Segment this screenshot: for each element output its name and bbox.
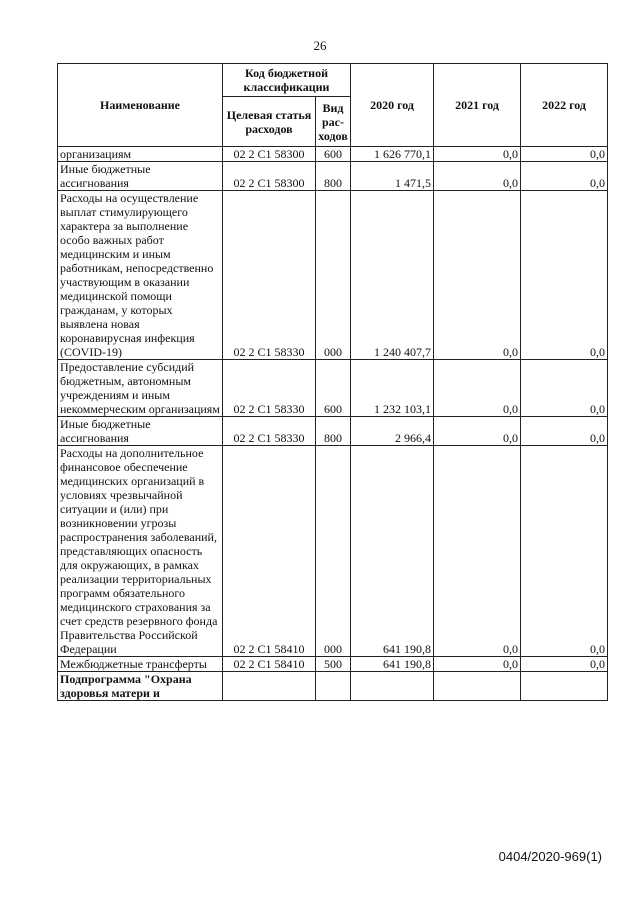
row-2022: 0,0	[521, 162, 608, 191]
row-code	[223, 672, 316, 701]
row-2021: 0,0	[434, 191, 521, 360]
table-row	[58, 191, 608, 360]
table-row	[58, 672, 608, 701]
row-name: Иные бюджетные ассигнования	[58, 162, 223, 191]
row-2020: 641 190,8	[351, 657, 434, 672]
row-code: 02 2 С1 58330	[223, 191, 316, 360]
row-vid: 000	[316, 191, 351, 360]
row-2021: 0,0	[434, 147, 521, 162]
row-2022: 0,0	[521, 446, 608, 657]
row-vid: 800	[316, 417, 351, 446]
row-vid: 800	[316, 162, 351, 191]
row-vid	[316, 672, 351, 701]
header-2021: 2021 год	[434, 64, 521, 147]
row-2020: 2 966,4	[351, 417, 434, 446]
row-2021: 0,0	[434, 417, 521, 446]
row-2022: 0,0	[521, 360, 608, 417]
row-name: Иные бюджетные ассигнования	[58, 417, 223, 446]
row-2021: 0,0	[434, 360, 521, 417]
row-2021: 0,0	[434, 657, 521, 672]
table-row	[58, 147, 608, 162]
row-name: Расходы на дополнительное финансовое обеспечение медицинских организаций в условиях чрезвычайной ситуации и (или) при возникновении угрозы распространения заболеваний, представляющих опасность для окружающих, в рамках реализации территориальных программ обязательного медицинского страхования за счет средств резервного фонда Правительства Российской Федерации	[58, 446, 223, 657]
row-code: 02 2 С1 58330	[223, 360, 316, 417]
table-header	[58, 64, 608, 147]
row-name: Расходы на осуществление выплат стимулирующего характера за выполнение особо важных работ медицинским и иным работникам, непосредственно участвующим в оказании медицинской помощи гражданам, у которых выявлена новая коронавирусная инфекция (COVID-19)	[58, 191, 223, 360]
row-2020: 1 240 407,7	[351, 191, 434, 360]
row-2020: 1 232 103,1	[351, 360, 434, 417]
table-row	[58, 360, 608, 417]
row-code: 02 2 С1 58410	[223, 446, 316, 657]
row-2020	[351, 672, 434, 701]
row-code: 02 2 С1 58330	[223, 417, 316, 446]
row-code: 02 2 С1 58300	[223, 147, 316, 162]
row-2022: 0,0	[521, 191, 608, 360]
row-vid: 600	[316, 360, 351, 417]
header-code-group: Код бюджетной классификации	[223, 64, 351, 97]
row-2022	[521, 672, 608, 701]
table-row	[58, 446, 608, 657]
table-row	[58, 417, 608, 446]
row-2021	[434, 672, 521, 701]
row-2020: 1 471,5	[351, 162, 434, 191]
header-expense-type: Вид рас-ходов	[316, 97, 351, 147]
row-name: Межбюджетные трансферты	[58, 657, 223, 672]
row-vid: 500	[316, 657, 351, 672]
row-name: Подпрограмма "Охрана здоровья матери и	[58, 672, 223, 701]
budget-table	[57, 63, 608, 701]
document-code: 0404/2020-969(1)	[498, 849, 602, 864]
header-name: Наименование	[58, 64, 223, 147]
row-name: Предоставление субсидий бюджетным, автономным учреждениям и иным некоммерческим организациям	[58, 360, 223, 417]
header-2022: 2022 год	[521, 64, 608, 147]
row-code: 02 2 С1 58300	[223, 162, 316, 191]
table-row	[58, 162, 608, 191]
row-vid: 600	[316, 147, 351, 162]
row-name: организациям	[58, 147, 223, 162]
row-2021: 0,0	[434, 446, 521, 657]
row-2022: 0,0	[521, 417, 608, 446]
row-2020: 641 190,8	[351, 446, 434, 657]
row-2020: 1 626 770,1	[351, 147, 434, 162]
table-row	[58, 657, 608, 672]
page-number: 26	[313, 38, 327, 53]
row-2022: 0,0	[521, 147, 608, 162]
row-2022: 0,0	[521, 657, 608, 672]
row-vid: 000	[316, 446, 351, 657]
header-target-item: Целевая статья расходов	[223, 97, 316, 147]
header-2020: 2020 год	[351, 64, 434, 147]
row-code: 02 2 С1 58410	[223, 657, 316, 672]
row-2021: 0,0	[434, 162, 521, 191]
